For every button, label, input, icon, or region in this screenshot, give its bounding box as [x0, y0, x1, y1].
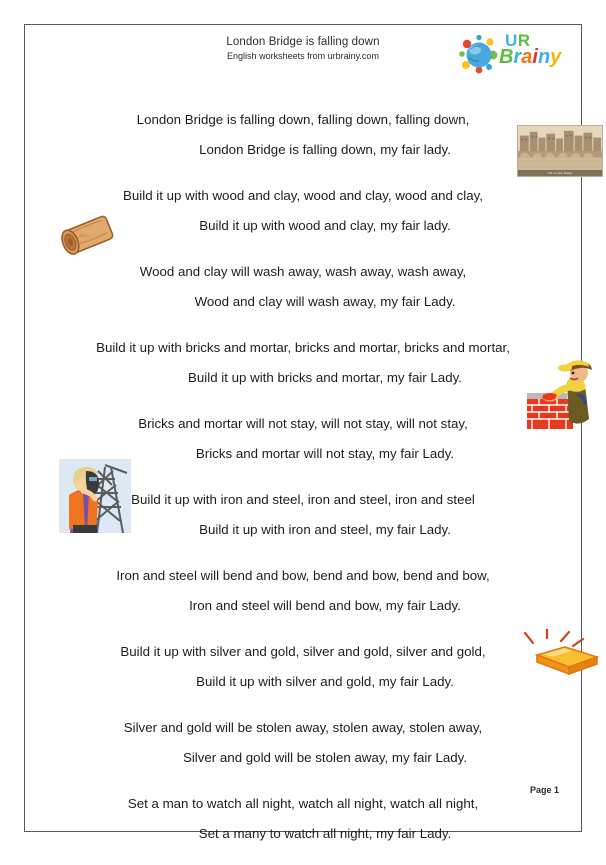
page-number: Page 1 — [529, 785, 559, 795]
verse-7 — [25, 561, 581, 621]
verse-line: Iron and steel will bend and bow, bend and bow, bend and bow, — [116, 568, 490, 583]
verse-10 — [25, 789, 581, 849]
verse-line: Set a many to watch all night, my fair Lady. — [198, 826, 452, 841]
verse-1 — [25, 105, 581, 165]
verse-2 — [25, 181, 581, 241]
page-subtitle: English worksheets from urbrainy.com — [227, 51, 379, 61]
verse-line: Build it up with iron and steel, iron and steel, iron and steel — [131, 492, 475, 507]
verse-line: Build it up with bricks and mortar, my fair Lady. — [188, 370, 462, 385]
urbrainy-logo[interactable] — [449, 29, 569, 81]
verse-5 — [25, 409, 581, 469]
verse-line: Iron and steel will bend and bow, my fair Lady. — [189, 598, 461, 613]
verse-line: Wood and clay will wash away, wash away, wash away, — [139, 264, 467, 279]
verse-line: Bricks and mortar will not stay, my fair Lady. — [195, 446, 455, 461]
logo-line-brainy: Brainy — [499, 46, 562, 68]
verse-line: Build it up with silver and gold, silver and gold, silver and gold, — [120, 644, 486, 659]
verse-3 — [25, 257, 581, 317]
brain-globe-icon — [459, 35, 499, 75]
worksheet-page — [24, 24, 582, 841]
verse-line: Build it up with bricks and mortar, bricks and mortar, bricks and mortar, — [96, 340, 510, 355]
verse-line: Set a man to watch all night, watch all night, watch all night, — [127, 796, 479, 811]
verse-line: Silver and gold will be stolen away, stolen away, stolen away, — [123, 720, 483, 735]
verse-8 — [25, 637, 581, 697]
verse-line: Build it up with iron and steel, my fair Lady. — [199, 522, 451, 537]
verse-line: Silver and gold will be stolen away, my fair Lady. — [182, 750, 468, 765]
verse-line: Wood and clay will wash away, my fair Lady. — [194, 294, 456, 309]
verse-line: London Bridge is falling down, my fair lady. — [199, 142, 451, 157]
bridge-photo-caption: Old London Bridge — [518, 170, 602, 176]
verse-line: Build it up with silver and gold, my fair Lady. — [196, 674, 454, 689]
verse-line: Build it up with wood and clay, wood and clay, wood and clay, — [123, 188, 483, 203]
verse-line: Bricks and mortar will not stay, will not stay, will not stay, — [138, 416, 468, 431]
verse-line: London Bridge is falling down, falling down, falling down, — [136, 112, 470, 127]
verse-6 — [25, 485, 581, 545]
verse-4 — [25, 333, 581, 393]
page-title: London Bridge is falling down — [226, 36, 380, 48]
logo-wordmark — [499, 32, 569, 78]
lyrics-body — [25, 105, 581, 865]
verse-line: Build it up with wood and clay, my fair lady. — [199, 218, 451, 233]
verse-9 — [25, 713, 581, 773]
logo-line-ur: UR — [505, 31, 531, 50]
